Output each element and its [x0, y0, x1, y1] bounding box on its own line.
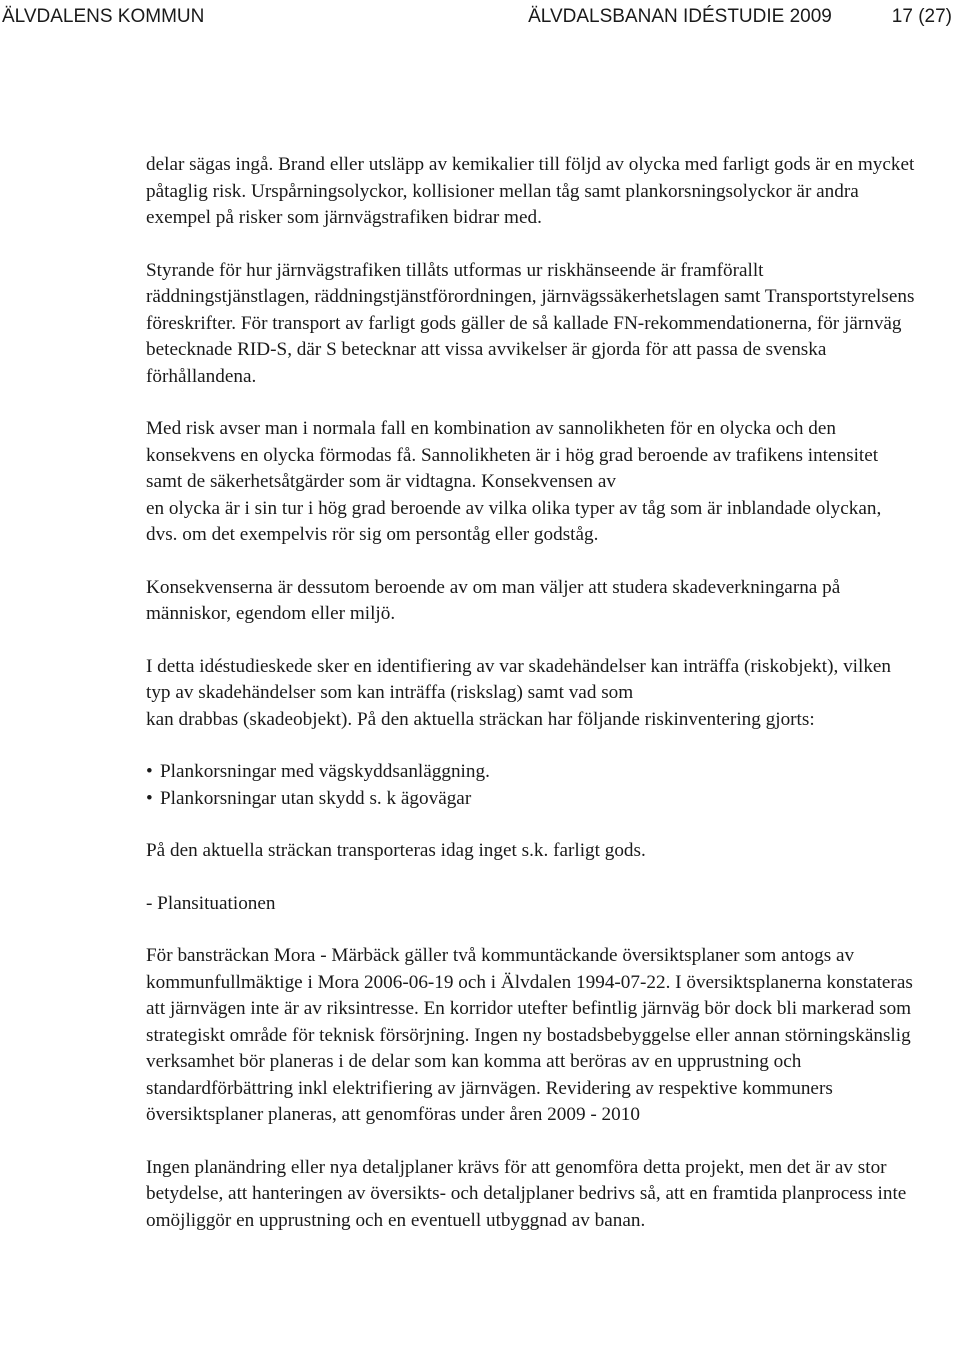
- paragraph-regulations: Styrande för hur järnvägstrafiken tillåts utformas ur riskhänseende är framförallt räddningstjänstlagen, räddningstjänstförordningen, järnvägssäkerhetslagen samt Transportstyrelsens föreskrifter. För transport av farligt gods gäller de så kallade FN-rekommendationerna, för järnväg betecknade RID-S, där S betecknar att vissa avvikelser är gjorda för att passa de svenska förhållandena.: [146, 259, 915, 387]
- list-item-text: Plankorsningar med vägskyddsanläggning.: [160, 761, 490, 782]
- paragraph-risk-intro: delar sägas ingå. Brand eller utsläpp av kemikalier till följd av olycka med farligt gods är en mycket påtaglig risk. Urspårningsolyckor, kollisioner mellan tåg samt plankorsningsolyckor är andra exempel på risker som järnvägstrafiken bidrar med.: [146, 154, 915, 228]
- bullet-icon: •: [146, 761, 153, 782]
- paragraph-risk-inventory-part2: kan drabbas (skadeobjekt). På den aktuella sträckan har följande riskinventering gjorts:: [146, 708, 815, 730]
- list-item: [146, 759, 916, 786]
- page-header: [0, 0, 960, 60]
- header-document-title: ÄLVDALSBANAN IDÉSTUDIE 2009: [528, 6, 832, 27]
- risk-inventory-list: [146, 759, 916, 812]
- paragraph-detail-plans: Ingen planändring eller nya detaljplaner krävs för att genomföra detta projekt, men det är av stor betydelse, att hanteringen av översikts- och detaljplaner bedrivs så, att en framtida planprocess inte omöjliggör en upprustning och en eventuell utbyggnad av banan.: [146, 1156, 907, 1231]
- list-item-text: Plankorsningar utan skydd s. k ägovägar: [160, 787, 472, 809]
- paragraph-risk-definition: [146, 416, 916, 549]
- bullet-icon: •: [146, 787, 153, 809]
- header-page-number: 17 (27): [891, 6, 952, 27]
- paragraph-consequences: Konsekvenserna är dessutom beroende av om man väljer att studera skadeverkningarna på människor, egendom eller miljö.: [146, 576, 841, 624]
- paragraph-risk-definition-part2: en olycka är i sin tur i hög grad beroende av vilka olika typer av tåg som är inblandade olyckan, dvs. om det exempelvis rör sig om persontåg eller godståg.: [146, 497, 882, 545]
- section-heading-plansituation: - Plansituationen: [146, 892, 276, 914]
- paragraph-dangerous-goods: På den aktuella sträckan transporteras idag inget s.k. farligt gods.: [146, 840, 646, 861]
- list-item: [146, 786, 916, 813]
- header-municipality: ÄLVDALENS KOMMUN: [2, 6, 205, 27]
- document-body: [146, 152, 916, 1260]
- paragraph-comprehensive-plans: För bansträckan Mora - Märbäck gäller två kommuntäckande översiktsplaner som antogs av kommunfullmäktige i Mora 2006-06-19 och i Älvdalen 1994-07-22. I översiktsplanerna konstateras att järnvägen inte är av riksintresse. En korridor utefter befintlig järnväg bör dock bli markerad som strategiskt område för teknisk försörjning. Ingen ny bostadsbebyggelse eller annan störningskänslig verksamhet bör planeras i de delar som kan komma att beröras av en upprustning och standardförbättring inkl elektrifiering av järnvägen. Revidering av respektive kommuners översiktsplaner planeras, att genomföras under åren 2009 - 2010: [146, 945, 913, 1125]
- paragraph-risk-inventory-part1: I detta idéstudieskede sker en identifiering av var skadehändelser kan inträffa (riskobjekt), vilken typ av skadehändelser som kan inträffa (riskslag) samt vad som: [146, 655, 892, 703]
- paragraph-risk-inventory: [146, 654, 916, 734]
- paragraph-risk-definition-part1: Med risk avser man i normala fall en kombination av sannolikheten för en olycka och den konsekvens en olycka förmodas få. Sannolikheten är i hög grad beroende av trafikens intensitet samt de säkerhetsåtgärder som är vidtagna. Konsekvensen av: [146, 418, 879, 492]
